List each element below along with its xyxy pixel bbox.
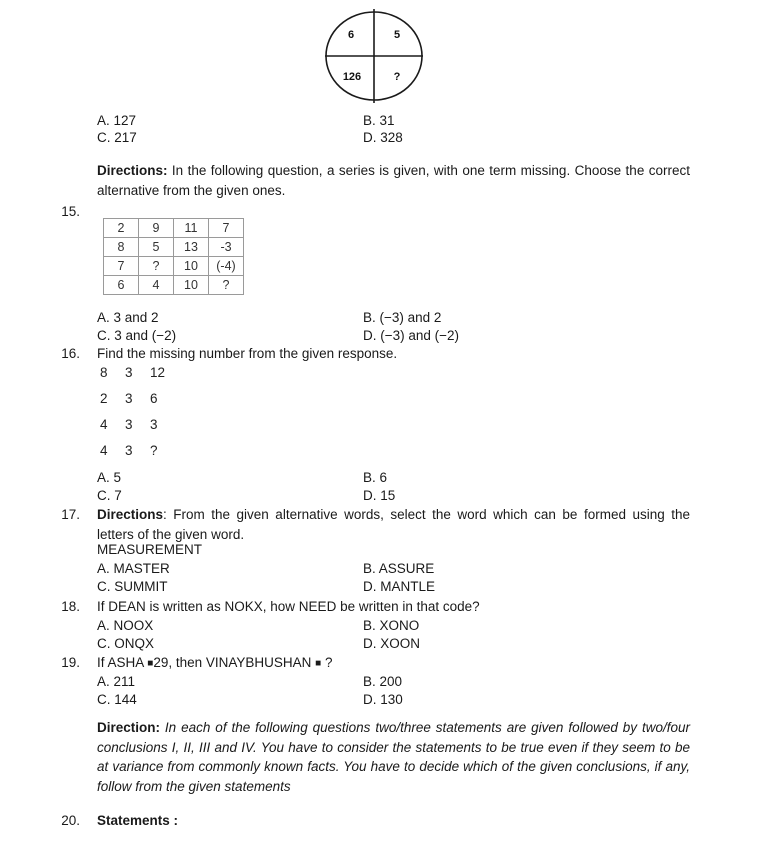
- directions-series-lead: Directions:: [97, 163, 168, 178]
- q16-option-b[interactable]: B. 6: [363, 470, 388, 485]
- question-number-17: 17.: [61, 507, 80, 522]
- circle-value-top-left: 6: [347, 29, 355, 41]
- q18-option-a[interactable]: A. NOOX: [97, 618, 154, 633]
- q19-option-c[interactable]: C. 144: [97, 692, 137, 707]
- table-cell: 4: [139, 276, 174, 295]
- q15-option-a[interactable]: A. 3 and 2: [97, 310, 159, 325]
- number-cell: 3: [150, 417, 158, 432]
- table-cell: ?: [209, 276, 244, 295]
- q15-table-body: [104, 219, 244, 295]
- number-cell: 3: [125, 443, 133, 458]
- q16-option-d[interactable]: D. 15: [363, 488, 396, 503]
- q18-option-d[interactable]: D. XOON: [363, 636, 421, 651]
- question-number-18: 18.: [61, 599, 80, 614]
- table-cell: 6: [104, 276, 139, 295]
- question-number-20: 20.: [61, 813, 80, 828]
- directions-series-paragraph: [97, 161, 690, 200]
- table-cell: 11: [174, 219, 209, 238]
- question-number-15: 15.: [61, 204, 80, 219]
- circle-value-bottom-left: 126: [342, 71, 362, 83]
- q15-option-d[interactable]: D. (−3) and (−2): [363, 328, 460, 343]
- q14-option-c[interactable]: C. 217: [97, 130, 137, 145]
- table-cell: ?: [139, 257, 174, 276]
- q19-option-d[interactable]: D. 130: [363, 692, 403, 707]
- q17-option-a[interactable]: A. MASTER: [97, 561, 170, 576]
- q15-option-c[interactable]: C. 3 and (−2): [97, 328, 177, 343]
- table-row: [104, 238, 244, 257]
- q19-prompt: [97, 653, 690, 674]
- q19-prompt-part2: 29, then VINAYBHUSHAN: [153, 655, 316, 670]
- number-grid-row: [100, 360, 175, 386]
- direction-syllogism-paragraph: [97, 718, 690, 796]
- table-row: [104, 276, 244, 295]
- number-cell: 3: [125, 391, 133, 406]
- number-cell: ?: [150, 443, 158, 458]
- q17-option-b[interactable]: B. ASSURE: [363, 561, 435, 576]
- q18-prompt: If DEAN is written as NOKX, how NEED be written in that code?: [97, 599, 480, 614]
- q16-number-grid: [100, 360, 175, 464]
- q15-series-table: [103, 218, 244, 295]
- q14-option-b[interactable]: B. 31: [363, 113, 395, 128]
- table-cell: 10: [174, 257, 209, 276]
- circle-value-bottom-right: ?: [393, 71, 401, 83]
- circle-diagram-svg: [324, 9, 424, 103]
- number-grid-row: [100, 412, 175, 438]
- number-cell: 4: [100, 417, 108, 432]
- question-number-16: 16.: [61, 346, 80, 361]
- q17-given-word: MEASUREMENT: [97, 542, 203, 557]
- direction-syllogism-lead: Direction:: [97, 720, 161, 735]
- q17-directions-paragraph: [97, 505, 690, 544]
- table-row: [104, 219, 244, 238]
- direction-syllogism-text: In each of the following questions two/three statements are given followed by two/four conclusions I, II, III and IV. You have to consider the statements to be true even if they seem to be at variance from commonly known facts. You have to decide which of the given conclusions, if any, follow from the given statements: [97, 720, 690, 794]
- q14-option-a[interactable]: A. 127: [97, 113, 137, 128]
- table-row: [104, 257, 244, 276]
- number-cell: 3: [125, 365, 133, 380]
- table-cell: 5: [139, 238, 174, 257]
- q18-option-b[interactable]: B. XONO: [363, 618, 420, 633]
- circle-value-top-right: 5: [393, 29, 401, 41]
- table-cell: 7: [104, 257, 139, 276]
- q14-option-d[interactable]: D. 328: [363, 130, 403, 145]
- number-grid-row: [100, 386, 175, 412]
- question-number-19: 19.: [61, 655, 80, 670]
- equals-square-icon-2: ■: [315, 658, 322, 669]
- table-cell: 10: [174, 276, 209, 295]
- table-cell: (-4): [209, 257, 244, 276]
- q17-directions-lead: Directions: [97, 507, 164, 522]
- number-cell: 12: [150, 365, 166, 380]
- q18-option-c[interactable]: C. ONQX: [97, 636, 155, 651]
- number-grid-row: [100, 438, 175, 464]
- quadrant-circle-figure: [324, 9, 424, 103]
- q19-prompt-part1: If ASHA: [97, 655, 148, 670]
- directions-series-text: In the following question, a series is given, with one term missing. Choose the correct alternative from the given ones.: [97, 163, 690, 198]
- table-cell: 2: [104, 219, 139, 238]
- q19-option-a[interactable]: A. 211: [97, 674, 136, 689]
- table-cell: 13: [174, 238, 209, 257]
- q20-statements-label: Statements :: [97, 813, 179, 828]
- q16-option-a[interactable]: A. 5: [97, 470, 122, 485]
- q17-directions-text: : From the given alternative words, select the word which can be formed using the letters of the given word.: [97, 507, 690, 542]
- table-cell: 7: [209, 219, 244, 238]
- number-cell: 3: [125, 417, 133, 432]
- q16-prompt: Find the missing number from the given response.: [97, 346, 398, 361]
- q19-prompt-part3: ?: [321, 655, 333, 670]
- q16-option-c[interactable]: C. 7: [97, 488, 122, 503]
- table-cell: 9: [139, 219, 174, 238]
- number-cell: 8: [100, 365, 108, 380]
- table-cell: -3: [209, 238, 244, 257]
- q19-option-b[interactable]: B. 200: [363, 674, 403, 689]
- number-cell: 2: [100, 391, 108, 406]
- q17-option-d[interactable]: D. MANTLE: [363, 579, 436, 594]
- number-cell: 4: [100, 443, 108, 458]
- equals-square-icon: ■: [147, 658, 154, 669]
- table-cell: 8: [104, 238, 139, 257]
- number-cell: 6: [150, 391, 158, 406]
- q17-option-c[interactable]: C. SUMMIT: [97, 579, 168, 594]
- q15-option-b[interactable]: B. (−3) and 2: [363, 310, 442, 325]
